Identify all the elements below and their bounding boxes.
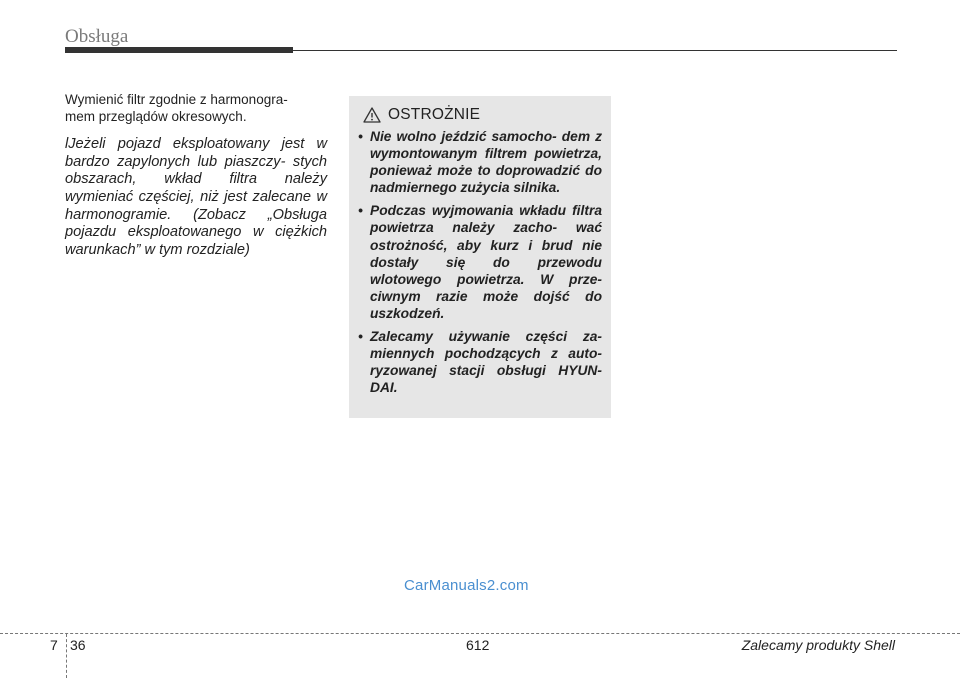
footer-divider <box>66 634 67 678</box>
footer-center-number: 612 <box>466 637 490 653</box>
footer-section-title: Zalecamy produkty Shell <box>741 637 895 653</box>
caution-header <box>363 104 480 126</box>
caution-item: • Nie wolno jeździć samocho- dem z wymontowanym filtrem powietrza, ponieważ może to doprowadzić do nadmiernego zużycia silnika. <box>358 129 602 196</box>
caution-list <box>358 128 602 402</box>
footer-page-number: 36 <box>70 637 86 653</box>
warning-triangle-icon <box>363 107 381 123</box>
paragraph-line-1: Wymienić filtr zgodnie z harmonogra- <box>65 92 288 107</box>
caution-item-text: Podczas wyjmowania wkładu filtra powietrza należy zacho- wać ostrożność, aby kurz i brud nie dostały się do przewodu wlotowego powietrza. W prze- ciwnym razie może dojść do uszkodzeń. <box>370 203 602 321</box>
header-rule-thick <box>65 47 293 53</box>
caution-box <box>349 96 611 418</box>
paragraph-dusty-conditions: lJeżeli pojazd eksploatowany jest w bardzo zapylonych lub piaszczy- stych obszarach, wkład filtra należy wymieniać częściej, niż jest zalecane w harmonogramie. (Zobacz „Obsługa pojazdu eksploatowanego w ciężkich warunkach” w tym rozdziale) <box>65 136 327 258</box>
caution-item: • Podczas wyjmowania wkładu filtra powietrza należy zacho- wać ostrożność, aby kurz i brud nie dostały się do przewodu wlotowego powietrza. W prze- ciwnym razie może dojść do uszkodzeń. <box>358 203 602 321</box>
paragraph-line-2: mem przeglądów okresowych. <box>65 108 247 124</box>
footer-rule <box>0 633 960 635</box>
page-title: Obsługa <box>65 26 129 47</box>
caution-item-text: Zalecamy używanie części za- miennych pochodzących z auto- ryzowanej stacji obsługi HYUN- DAI. <box>370 329 602 396</box>
paragraph-filter-replace <box>65 92 327 125</box>
caution-item: • Zalecamy używanie części za- miennych pochodzących z auto- ryzowanej stacji obsługi HYUN- DAI. <box>358 329 602 396</box>
watermark-link[interactable]: CarManuals2.com <box>404 577 529 594</box>
left-column <box>65 92 327 259</box>
caution-item-text: Nie wolno jeździć samocho- dem z wymontowanym filtrem powietrza, ponieważ może to doprowadzić do nadmiernego zużycia silnika. <box>370 129 602 196</box>
footer-chapter-number: 7 <box>50 637 58 653</box>
header-rule <box>292 50 897 51</box>
caution-title: OSTROŻNIE <box>388 106 481 123</box>
